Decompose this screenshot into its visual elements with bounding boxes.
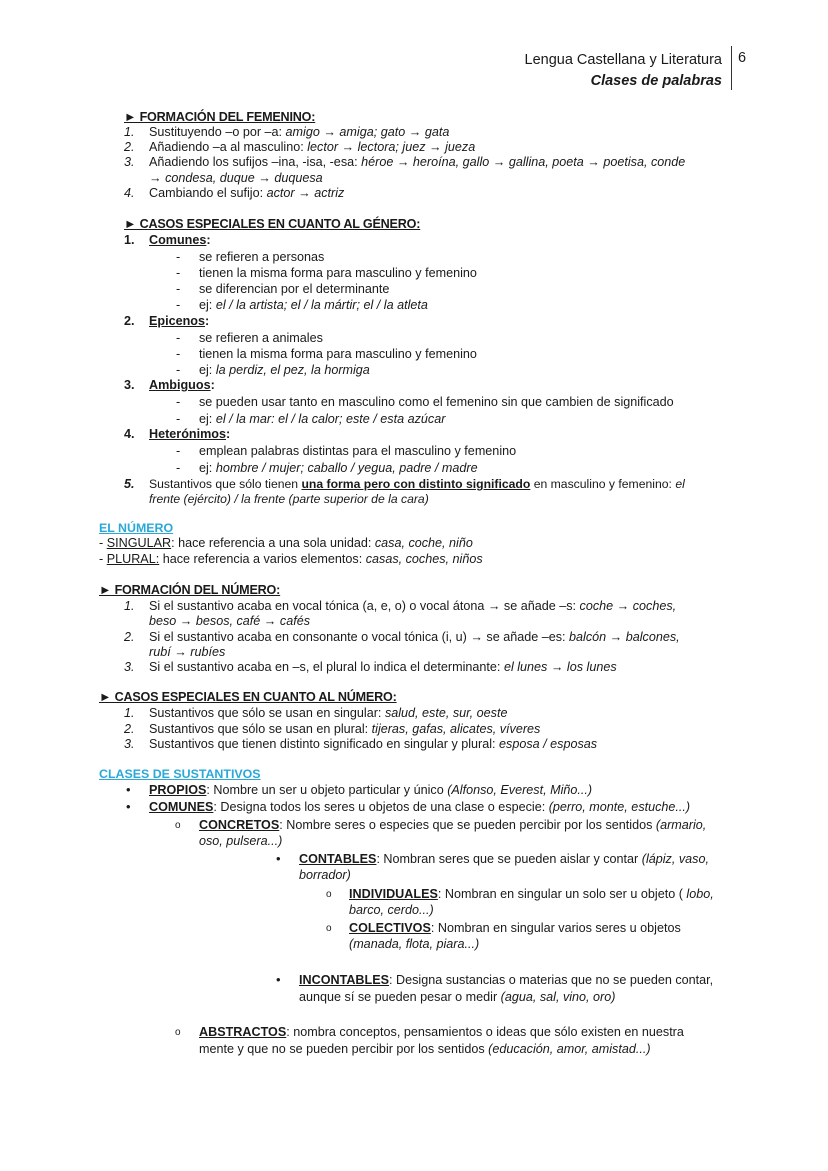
section-heading-clases: CLASES DE SUSTANTIVOS — [99, 767, 261, 781]
list-item: ej: el / la artista; el / la mártir; el / la atleta — [199, 298, 428, 312]
list-item: ej: el / la mar: el / la calor; este / esta azúcar — [199, 412, 446, 426]
list-item: ej: la perdiz, el pez, la hormiga — [199, 363, 370, 377]
list-item: Cambiando el sufijo: actor → actriz — [149, 186, 345, 200]
dash: - — [176, 395, 181, 409]
dash: - — [176, 250, 181, 264]
list-number: 3. — [124, 378, 135, 392]
list-item-propios: PROPIOS: Nombre un ser u objeto particular y único (Alfonso, Everest, Miño...) — [149, 783, 593, 797]
list-number: 1. — [124, 599, 135, 613]
list-number: 2. — [124, 722, 135, 736]
list-item: Sustituyendo –o por –a: amigo → amiga; gato → gata — [149, 125, 450, 139]
list-item: se refieren a animales — [199, 331, 323, 345]
list-item: Añadiendo los sufijos –ina, -isa, -esa: héroe → heroína, gallo → gallina, poeta → poetisa, conde — [149, 155, 686, 169]
list-item-comunes: COMUNES: Designa todos los seres u objetos de una clase o especie: (perro, monte, estuche...) — [149, 800, 691, 814]
list-item: Si el sustantivo acaba en –s, el plural lo indica el determinante: el lunes → los lunes — [149, 660, 617, 674]
list-item-continuation: mente y que no se pueden percibir por los sentidos (educación, amor, amistad...) — [199, 1042, 651, 1056]
list-number: 4. — [124, 186, 135, 200]
list-item-contables: CONTABLES: Nombran seres que se pueden aislar y contar (lápiz, vaso, — [299, 852, 709, 866]
section-heading-casos-numero: ► CASOS ESPECIALES EN CUANTO AL NÚMERO: — [99, 690, 397, 704]
dash: - — [176, 347, 181, 361]
bullet: • — [276, 972, 281, 987]
list-number: 4. — [124, 427, 135, 441]
list-item: emplean palabras distintas para el masculino y femenino — [199, 444, 517, 458]
list-item: se refieren a personas — [199, 250, 325, 264]
list-item-continuation: oso, pulsera...) — [199, 834, 283, 848]
subheading-epicenos: Epicenos: — [149, 314, 210, 328]
bullet: • — [126, 799, 131, 814]
list-item: ej: hombre / mujer; caballo / yegua, padre / madre — [199, 461, 478, 475]
bullet: • — [126, 782, 131, 797]
header-divider — [731, 46, 732, 90]
circle-bullet: o — [175, 1027, 181, 1038]
list-number: 3. — [124, 660, 135, 674]
list-number: 3. — [124, 737, 135, 751]
list-number: 5. — [124, 477, 135, 491]
section-heading-formacion-numero: ► FORMACIÓN DEL NÚMERO: — [99, 583, 281, 597]
section-heading-genero: ► CASOS ESPECIALES EN CUANTO AL GÉNERO: — [124, 217, 421, 231]
list-number: 1. — [124, 233, 135, 247]
subheading-ambiguos: Ambiguos: — [149, 378, 215, 392]
list-item: tienen la misma forma para masculino y femenino — [199, 266, 477, 280]
circle-bullet: o — [326, 889, 332, 900]
page-header — [525, 50, 723, 92]
list-item-continuation: rubí → rubíes — [149, 645, 226, 659]
list-item: se diferencian por el determinante — [199, 282, 390, 296]
subheading-heteronimos: Heterónimos: — [149, 427, 231, 441]
list-item: Sustantivos que sólo se usan en singular: salud, este, sur, oeste — [149, 706, 508, 720]
list-item: Si el sustantivo acaba en vocal tónica (a, e, o) o vocal átona → se añade –s: coche → coches, — [149, 599, 677, 613]
circle-bullet: o — [175, 820, 181, 831]
header-title: Lengua Castellana y Literatura — [524, 52, 722, 68]
dash: - — [176, 412, 181, 426]
list-item-continuation: (manada, flota, piara...) — [349, 937, 480, 951]
singular-definition: - SINGULAR: hace referencia a una sola unidad: casa, coche, niño — [99, 536, 473, 550]
list-item-incontables: INCONTABLES: Designa sustancias o materias que no se pueden contar, — [299, 973, 714, 987]
list-item-continuation: → condesa, duque → duquesa — [149, 171, 323, 185]
list-item-continuation: barco, cerdo...) — [349, 903, 434, 917]
list-item: Sustantivos que sólo tienen una forma pero con distinto significado en masculino y femenino: el — [149, 477, 685, 491]
list-item: Sustantivos que tienen distinto significado en singular y plural: esposa / esposas — [149, 737, 598, 751]
dash: - — [176, 461, 181, 475]
list-item-continuation: frente (ejército) / la frente (parte superior de la cara) — [149, 492, 429, 506]
list-number: 2. — [124, 140, 135, 154]
page-number: 6 — [738, 50, 747, 66]
list-item-colectivos: COLECTIVOS: Nombran en singular varios seres u objetos — [349, 921, 681, 935]
list-number: 2. — [124, 630, 135, 644]
dash: - — [176, 444, 181, 458]
list-item-continuation: borrador) — [299, 868, 351, 882]
list-number: 3. — [124, 155, 135, 169]
dash: - — [176, 298, 181, 312]
list-number: 1. — [124, 125, 135, 139]
list-item: Si el sustantivo acaba en consonante o vocal tónica (i, u) → se añade –es: balcón → balcones, — [149, 630, 680, 644]
list-item-continuation: beso → besos, café → cafés — [149, 614, 311, 628]
plural-definition: - PLURAL: hace referencia a varios elementos: casas, coches, niños — [99, 552, 483, 566]
dash: - — [176, 282, 181, 296]
section-heading-numero: EL NÚMERO — [99, 521, 174, 535]
bullet: • — [276, 851, 281, 866]
list-item: Sustantivos que sólo se usan en plural: tijeras, gafas, alicates, víveres — [149, 722, 541, 736]
list-number: 2. — [124, 314, 135, 328]
dash: - — [176, 363, 181, 377]
list-item-abstractos: ABSTRACTOS: nombra conceptos, pensamientos o ideas que sólo existen en nuestra — [199, 1025, 684, 1039]
list-item-continuation: aunque sí se pueden pesar o medir (agua, sal, vino, oro) — [299, 990, 616, 1004]
list-item-individuales: INDIVIDUALES: Nombran en singular un solo ser u objeto ( lobo, — [349, 887, 714, 901]
list-item: Añadiendo –a al masculino: lector → lectora; juez → jueza — [149, 140, 476, 154]
list-item: tienen la misma forma para masculino y femenino — [199, 347, 477, 361]
header-subtitle: Clases de palabras — [590, 73, 722, 89]
dash: - — [176, 331, 181, 345]
list-item-concretos: CONCRETOS: Nombre seres o especies que se pueden percibir por los sentidos (armario, — [199, 818, 707, 832]
section-heading-femenino: ► FORMACIÓN DEL FEMENINO: — [124, 110, 316, 124]
list-number: 1. — [124, 706, 135, 720]
list-item: se pueden usar tanto en masculino como el femenino sin que cambien de significado — [199, 395, 674, 409]
dash: - — [176, 266, 181, 280]
circle-bullet: o — [326, 923, 332, 934]
subheading-comunes: Comunes: — [149, 233, 211, 247]
